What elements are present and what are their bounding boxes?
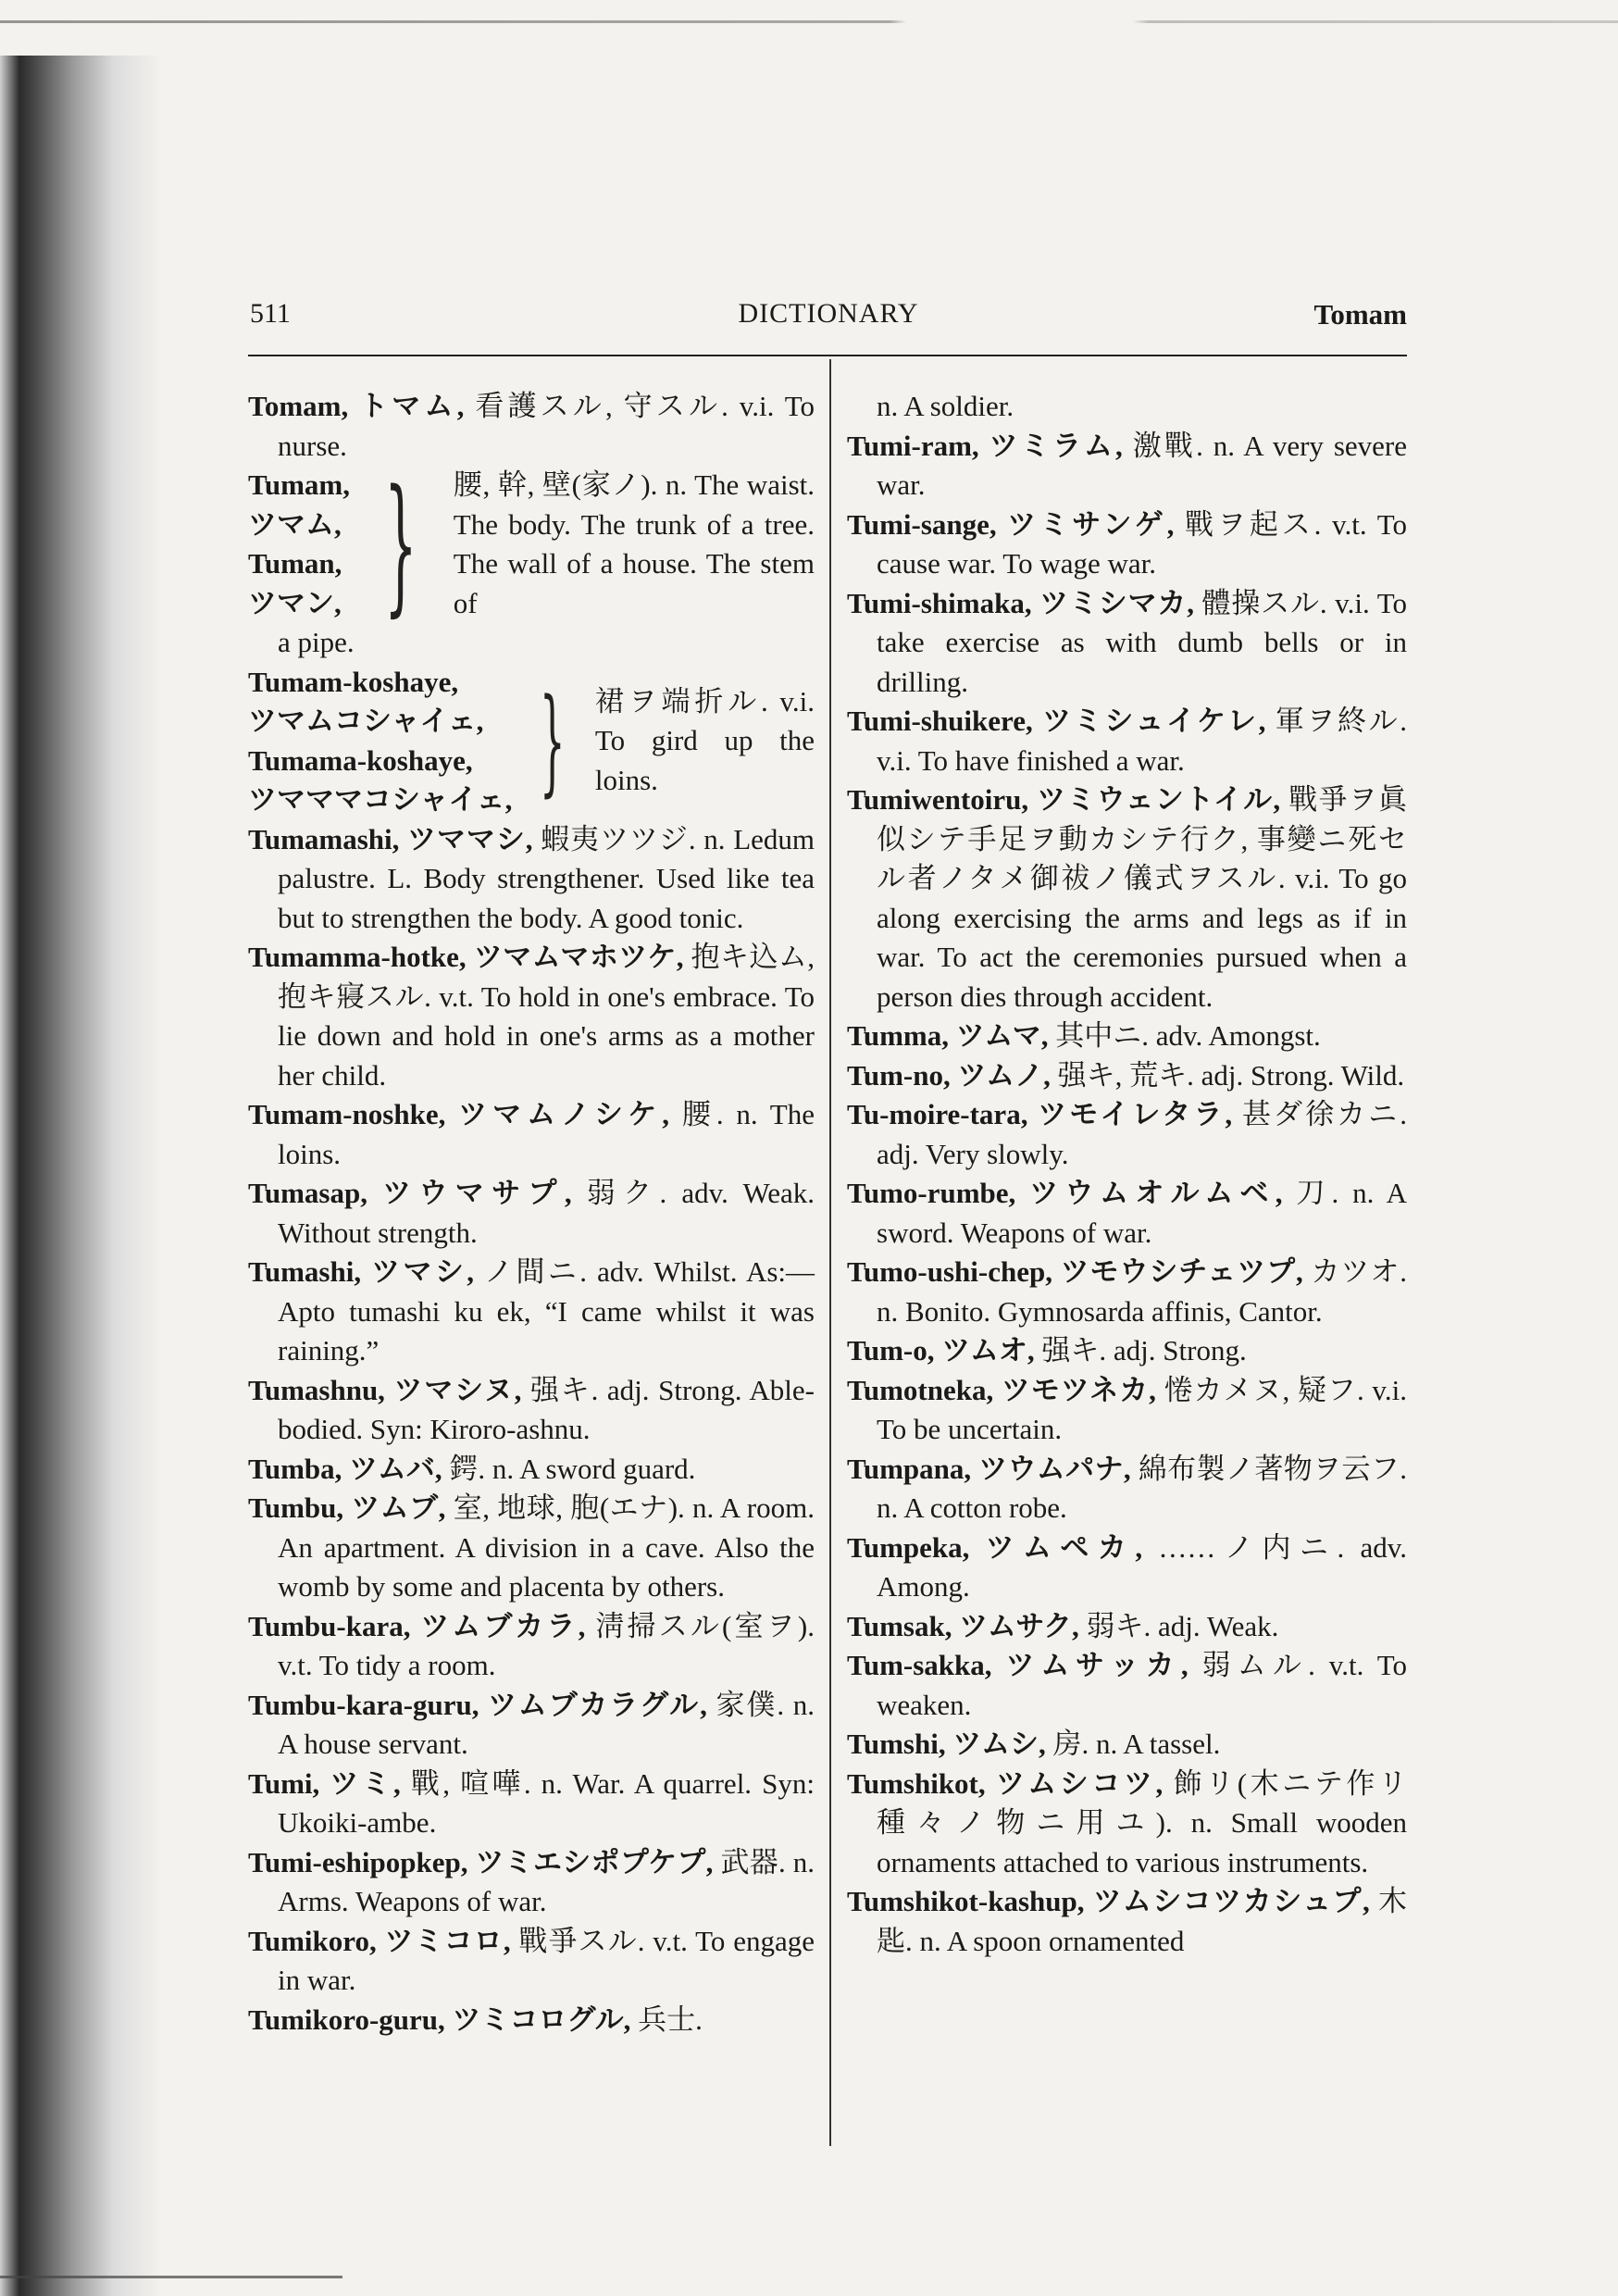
headword: Tumshikot, ツムシコツ, [847, 1766, 1164, 1800]
header-rule [248, 355, 1407, 356]
definition: 激戰. n. A very severe war. [877, 429, 1408, 501]
definition: 戰ヲ起ス. v.t. To cause war. To wage war. [877, 507, 1408, 580]
definition: 刀. n. A sword. Weapons of war. [877, 1177, 1407, 1249]
definition: 兵士. [638, 2003, 703, 2036]
headword: Tumshi, ツムシ, [847, 1728, 1046, 1760]
page-header [250, 298, 1407, 344]
brace-glyph: } [384, 457, 417, 630]
dictionary-entry [248, 1095, 815, 1174]
headword: Tu-moire-tara, ツモイレタラ, [847, 1098, 1233, 1130]
headword: Tumamma-hotke, ツマムマホツケ, [248, 941, 684, 973]
dictionary-entry [847, 1607, 1407, 1647]
definition: 其中ニ. adv. Amongst. [1055, 1019, 1321, 1052]
definition: 弱ムル. v.t. To weaken. [877, 1649, 1408, 1721]
headword: Tumpeka, ツムペカ, [847, 1530, 1143, 1564]
dictionary-entry [847, 1056, 1407, 1096]
dictionary-entry [847, 1253, 1407, 1331]
headword: Tumpana, ツウムパナ, [847, 1452, 1131, 1485]
left-column [248, 387, 815, 2040]
definition: 惓カメヌ, 疑フ. v.i. To be uncertain. [877, 1373, 1408, 1445]
dictionary-entry [847, 1725, 1407, 1765]
column-divider [829, 359, 831, 2146]
headword: Tumi-ram, ツミラム, [847, 429, 1123, 462]
dictionary-entry [847, 1017, 1407, 1056]
definition: 看護スル, 守スル. v.i. To nurse. [278, 390, 815, 462]
headword: Tumasap, ツウマサプ, [248, 1177, 572, 1209]
dictionary-entry [248, 1371, 815, 1450]
headword: Tumikoro-guru, ツミコログル, [248, 2003, 631, 2036]
definition: 武器. n. Arms. Weapons of war. [278, 1845, 815, 1917]
headword: Tum-o, ツムオ, [847, 1334, 1035, 1366]
dictionary-entry [847, 1371, 1407, 1450]
dictionary-entry [847, 427, 1407, 505]
definition: 裙ヲ端折ル. v.i. To gird up the loins. [594, 684, 815, 796]
headword: Tumotneka, ツモツネカ, [847, 1373, 1156, 1406]
definition: 强キ. adj. Strong. Able-bodied. Syn: Kiroro-ashnu. [278, 1373, 815, 1445]
dictionary-entry [847, 1450, 1407, 1529]
definition: カツオ. n. Bonito. Gymnosarda affinis, Cantor. [877, 1255, 1407, 1328]
brace-glyph: } [540, 674, 566, 808]
dictionary-entry [248, 1253, 815, 1371]
definition: 飾リ(木ニテ作リ種々ノ物ニ用ユ). n. Small wooden ornaments attached to various instruments. [877, 1766, 1407, 1878]
headword: Tumam-noshke, ツマムノシケ, [248, 1098, 670, 1130]
definition: 甚ダ徐カニ. adj. Very slowly. [877, 1098, 1408, 1170]
dictionary-entry [847, 1331, 1407, 1371]
headword: Tumam-koshaye, [248, 665, 459, 698]
grouped-headwords [248, 663, 512, 820]
definition: 腰. n. The loins. [278, 1098, 815, 1170]
grouped-entry [248, 457, 815, 630]
headword: Tum-sakka, ツムサッカ, [847, 1649, 1189, 1681]
definition: 家僕. n. A house servant. [278, 1688, 815, 1760]
running-title: DICTIONARY [738, 298, 919, 329]
definition: 蝦夷ツツジ. n. Ledum palustre. L. Body strengthener. Used like tea but to strengthen the body. A good tonic. [278, 822, 815, 934]
definition: 强キ. adj. Strong. [1041, 1334, 1247, 1366]
dictionary-entry [248, 1450, 815, 1490]
headword: ツマン, [248, 586, 342, 619]
headword: Tumo-rumbe, ツウムオルムベ, [847, 1177, 1283, 1209]
dictionary-entry [847, 780, 1407, 1017]
dictionary-entry [847, 1765, 1407, 1883]
dictionary-entry [248, 1607, 815, 1686]
headword: ツマママコシャイェ, [248, 783, 513, 816]
definition: 室, 地球, 胞(エナ). n. A room. An apartment. A division in a cave. Also the womb by some and placenta by others. [278, 1491, 815, 1603]
dictionary-entry [248, 387, 815, 466]
dictionary-entry [248, 1174, 815, 1253]
dictionary-entry [847, 702, 1407, 780]
definition: 戰爭スル. v.t. To engage in war. [278, 1924, 815, 1996]
headword: Tumma, ツムマ, [847, 1019, 1049, 1052]
definition: 體操スル. v.i. To take exercise as with dumb bells or in drilling. [877, 586, 1408, 698]
right-column [847, 387, 1407, 1961]
definition: 弱キ. adj. Weak. [1086, 1609, 1279, 1642]
definition: 戰, 喧嘩. n. War. A quarrel. Syn: Ukoiki-ambe. [278, 1766, 815, 1839]
headword: Tumsak, ツムサク, [847, 1609, 1079, 1642]
headword: Tumbu, ツムブ, [248, 1491, 446, 1524]
grouped-headwords [248, 466, 350, 623]
headword: Tumo-ushi-chep, ツモウシチェツプ, [847, 1255, 1303, 1288]
definition: 軍ヲ終ル. v.i. To have finished a war. [877, 705, 1408, 777]
headword: Tumi-shimaka, ツミシマカ, [847, 586, 1194, 619]
definition: ……ノ内ニ. adv. Among. [877, 1530, 1407, 1603]
headword: Tumashi, ツマシ, [248, 1255, 475, 1288]
definition: 房. n. A tassel. [1052, 1728, 1221, 1760]
definition: 强キ, 荒キ. adj. Strong. Wild. [1057, 1058, 1405, 1092]
grouped-entry [248, 663, 815, 820]
definition: ノ間ニ. adv. Whilst. As:—Apto tumashi ku ek, “I came whilst it was raining.” [278, 1255, 815, 1366]
headword: Tumi-sange, ツミサンゲ, [847, 507, 1175, 541]
headword: Tumi-shuikere, ツミシュイケレ, [847, 705, 1266, 737]
dictionary-entry [847, 1529, 1407, 1607]
dictionary-entry [847, 1646, 1407, 1725]
page-number: 511 [250, 298, 291, 329]
headword: Tumshikot-kashup, ツムシコツカシュプ, [847, 1885, 1370, 1917]
definition-tail: a pipe. [278, 626, 355, 658]
dictionary-entry [248, 1843, 815, 1922]
dictionary-entry [248, 938, 815, 1095]
definition: 抱キ込ム, 抱キ寢スル. v.t. To hold in one's embrace. To lie down and hold in one's arms as a mother her child. [278, 941, 815, 1092]
entry-continuation: n. A soldier. [877, 390, 1014, 422]
dictionary-entry [248, 1765, 815, 1843]
definition: 腰, 幹, 壁(家ノ). n. The waist. The body. The trunk of a tree. The wall of a house. The stem of [453, 468, 815, 619]
definition: 綿布製ノ著物ヲ云フ. n. A cotton robe. [877, 1452, 1408, 1524]
headword: Tumbu-kara-guru, ツムブカラグル, [248, 1688, 707, 1721]
definition: 鍔. n. A sword guard. [449, 1452, 696, 1485]
scan-edge-top [0, 20, 1618, 23]
headword: Tumi, ツミ, [248, 1766, 401, 1800]
headword: Tumam, [248, 468, 350, 501]
headword: Tumama-koshaye, [248, 743, 473, 777]
dictionary-entry [847, 1095, 1407, 1174]
guide-word: Tomam [1313, 298, 1407, 331]
dictionary-entry [847, 584, 1407, 703]
dictionary-entry [847, 1174, 1407, 1253]
headword: Tumbu-kara, ツムブカラ, [248, 1609, 586, 1642]
headword: Tumiwentoiru, ツミウェントイル, [847, 783, 1281, 816]
headword: Tomam, トマム, [248, 390, 465, 422]
dictionary-entry [248, 1489, 815, 1607]
dictionary-entry [847, 1882, 1407, 1961]
headword: Tumashnu, ツマシヌ, [248, 1373, 522, 1406]
headword: ツマムコシャイェ, [248, 705, 484, 737]
headword: Tumi-eshipopkep, ツミエシポプケプ, [248, 1845, 714, 1878]
definition: 戰爭ヲ眞似シテ手足ヲ動カシテ行ク, 事變ニ死セル者ノタメ御祓ノ儀式ヲスル. v.i. To go along exercising the arms and legs as if in war. To act the ceremonies pursued when a person dies through accident. [877, 783, 1407, 1013]
headword: Tumba, ツムバ, [248, 1452, 442, 1485]
headword: Tumikoro, ツミコロ, [248, 1924, 511, 1957]
dictionary-entry [847, 505, 1407, 584]
headword: ツマム, [248, 507, 342, 541]
dictionary-entry [248, 820, 815, 939]
scan-edge-bottom [0, 2276, 342, 2278]
definition: 木匙. n. A spoon ornamented [877, 1885, 1408, 1957]
definition: 弱ク. adv. Weak. Without strength. [278, 1177, 815, 1249]
headword: Tum-no, ツムノ, [847, 1058, 1051, 1092]
headword: Tumamashi, ツママシ, [248, 822, 533, 855]
headword: Tuman, [248, 547, 342, 580]
book-gutter-shadow [0, 56, 162, 2296]
dictionary-entry [248, 1686, 815, 1765]
dictionary-entry [248, 2001, 815, 2040]
dictionary-entry [248, 1922, 815, 2001]
definition: 淸掃スル(室ヲ). v.t. To tidy a room. [278, 1609, 815, 1681]
